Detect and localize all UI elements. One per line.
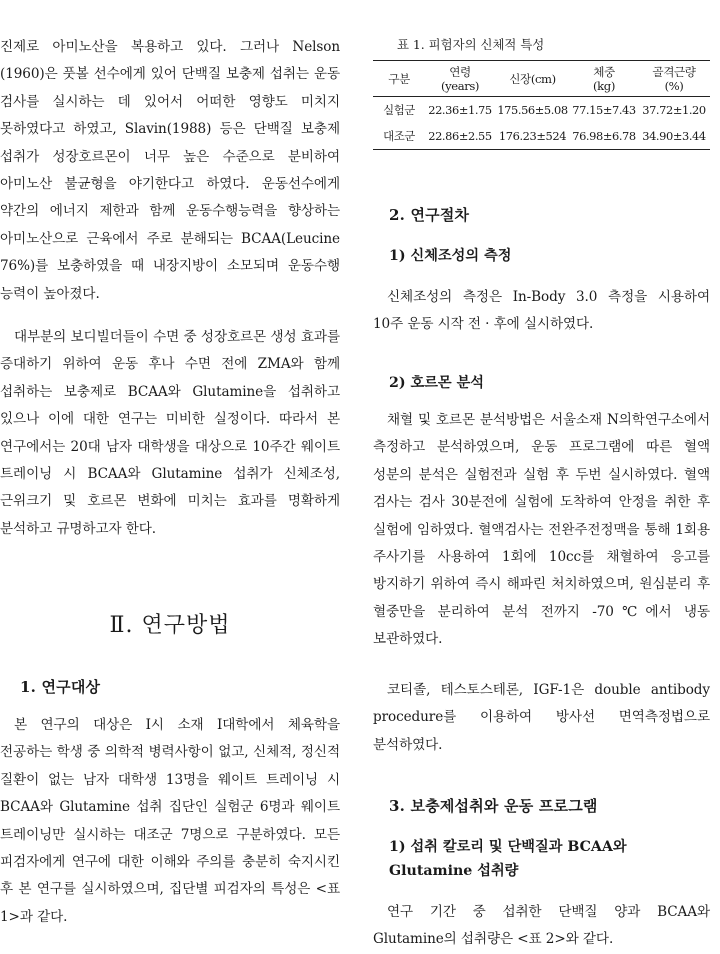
subsection-title-intake: 1) 섭취 칼로리 및 단백질과 BCAA와 Glutamine 섭취량 <box>389 839 627 879</box>
section-title-subjects: 1. 연구대상 <box>20 678 101 696</box>
table-header-row <box>373 61 710 97</box>
chapter-title-methods: Ⅱ. 연구방법 <box>109 613 231 638</box>
header-height: 신장(cm) <box>495 61 570 97</box>
subsection-title-body-composition: 1) 신체조성의 측정 <box>389 248 512 264</box>
table-cell: 실험군 <box>383 103 415 117</box>
header-muscle-mass: 골격근량 (%) <box>638 61 710 97</box>
header-weight: 체중 (kg) <box>570 61 638 97</box>
table-cell: 77.15±7.43 <box>572 103 636 117</box>
intro-paragraph-2: 대부분의 보디빌더들이 수면 중 성장호르몬 생성 효과를 증대하기 위하여 운동 후나 수면 전에 ZMA와 함께 섭취하는 보충제로 BCAA와 Glutamine을 섭취하고 있으나 이에 대한 연구는 미비한 실정이다. 따라서 본 연구에서는 20대 남자 대학생을 대상으로 10주간 웨이트 트레이닝 시 BCAA와 Glutamine 섭취가 신체조성, 근위크기 및 호르몬 변화에 미치는 효과를 명확하게 분석하고 규명하고자 한다. <box>0 329 340 537</box>
table-cell: 34.90±3.44 <box>638 123 710 150</box>
table-cell: 76.98±6.78 <box>570 123 638 150</box>
table-cell: 175.56±5.08 <box>497 103 568 117</box>
intro-paragraph-1: 진제로 아미노산을 복용하고 있다. 그러나 Nelson (1960)은 풋볼 선수에게 있어 단백질 보충제 섭취는 운동 검사를 실시하는 데 있어서 어떠한 영향도 미치지 못하였다고 하였고, Slavin(1988) 등은 단백질 보충제 섭취가 성장호르몬이 너무 높은 수준으로 분비하여 아미노산 불균형을 야기한다고 하였다. 운동선수에게 약간의 에너지 제한과 함께 운동수행능력을 향상하는 아미노산으로 근육에서 주로 분해되는 BCAA(Leucine 76%)를 보충하였을 때 내장지방이 소모되며 운동수행 능력이 높아졌다. <box>0 39 340 302</box>
hormone-method-paragraph: 코티졸, 테스토스테론, IGF-1은 double antibody procedure를 이용하여 방사선 면역측정법으로 분석하였다. <box>373 682 710 753</box>
section-title-procedure: 2. 연구절차 <box>389 206 470 224</box>
table-row <box>373 123 710 150</box>
table-cell: 37.72±1.20 <box>642 103 706 117</box>
body-composition-paragraph: 신체조성의 측정은 In-Body 3.0 측정을 시용하여 10주 운동 시작 전 · 후에 실시하였다. <box>373 289 710 333</box>
table-1-subject-characteristics <box>373 60 710 150</box>
table-cell: 22.86±2.55 <box>425 123 495 150</box>
section-title-supplement-program: 3. 보충제섭취와 운동 프로그램 <box>389 797 598 815</box>
table-cell: 22.36±1.75 <box>428 103 492 117</box>
subsection-title-hormone-analysis: 2) 호르몬 분석 <box>389 375 484 391</box>
table-1-caption: 표 1. 피험자의 신체적 특성 <box>397 37 545 52</box>
header-age: 연령 (years) <box>425 61 495 97</box>
table-row <box>373 97 710 124</box>
intake-paragraph: 연구 기간 중 섭취한 단백질 양과 BCAA와 Glutamine의 섭취량은 <표 2>와 같다. <box>373 904 710 948</box>
table-cell: 176.23±524 <box>495 123 570 150</box>
table-cell: 대조군 <box>373 123 425 150</box>
hormone-analysis-paragraph: 채혈 및 호르몬 분석방법은 서울소재 N의학연구소에서 측정하고 분석하였으며, 운동 프로그램에 따른 혈액 성분의 분석은 실험전과 실험 후 두번 실시하였다. 혈액 검사는 검사 30분전에 실험에 도착하여 안정을 취한 후 실험에 임하였다. 혈액검사는 전완주전정맥을 통해 1회용 주사기를 사용하여 1회에 10cc를 채혈하여 응고를 방지하기 위하여 즉시 해파린 처치하였으며, 원심분리 후 혈중만을 분리하여 분석 전까지 -70℃에서 냉동 보관하였다. <box>373 412 710 648</box>
subjects-paragraph: 본 연구의 대상은 I시 소재 I대학에서 체육학을 전공하는 학생 중 의학적 병력사항이 없고, 신체적, 정신적 질환이 없는 남자 대학생 13명을 웨이트 트레이닝 시 BCAA와 Glutamine 섭취 집단인 실험군 6명과 웨이트 트레이닝만 실시하는 대조군 7명으로 구분하였다. 모든 피검자에게 연구에 대한 이해와 주의를 충분히 숙지시킨 후 본 연구를 실시하였으며, 집단별 피검자의 특성은 <표 1>과 같다. <box>0 717 340 925</box>
header-group: 구분 <box>373 61 425 97</box>
